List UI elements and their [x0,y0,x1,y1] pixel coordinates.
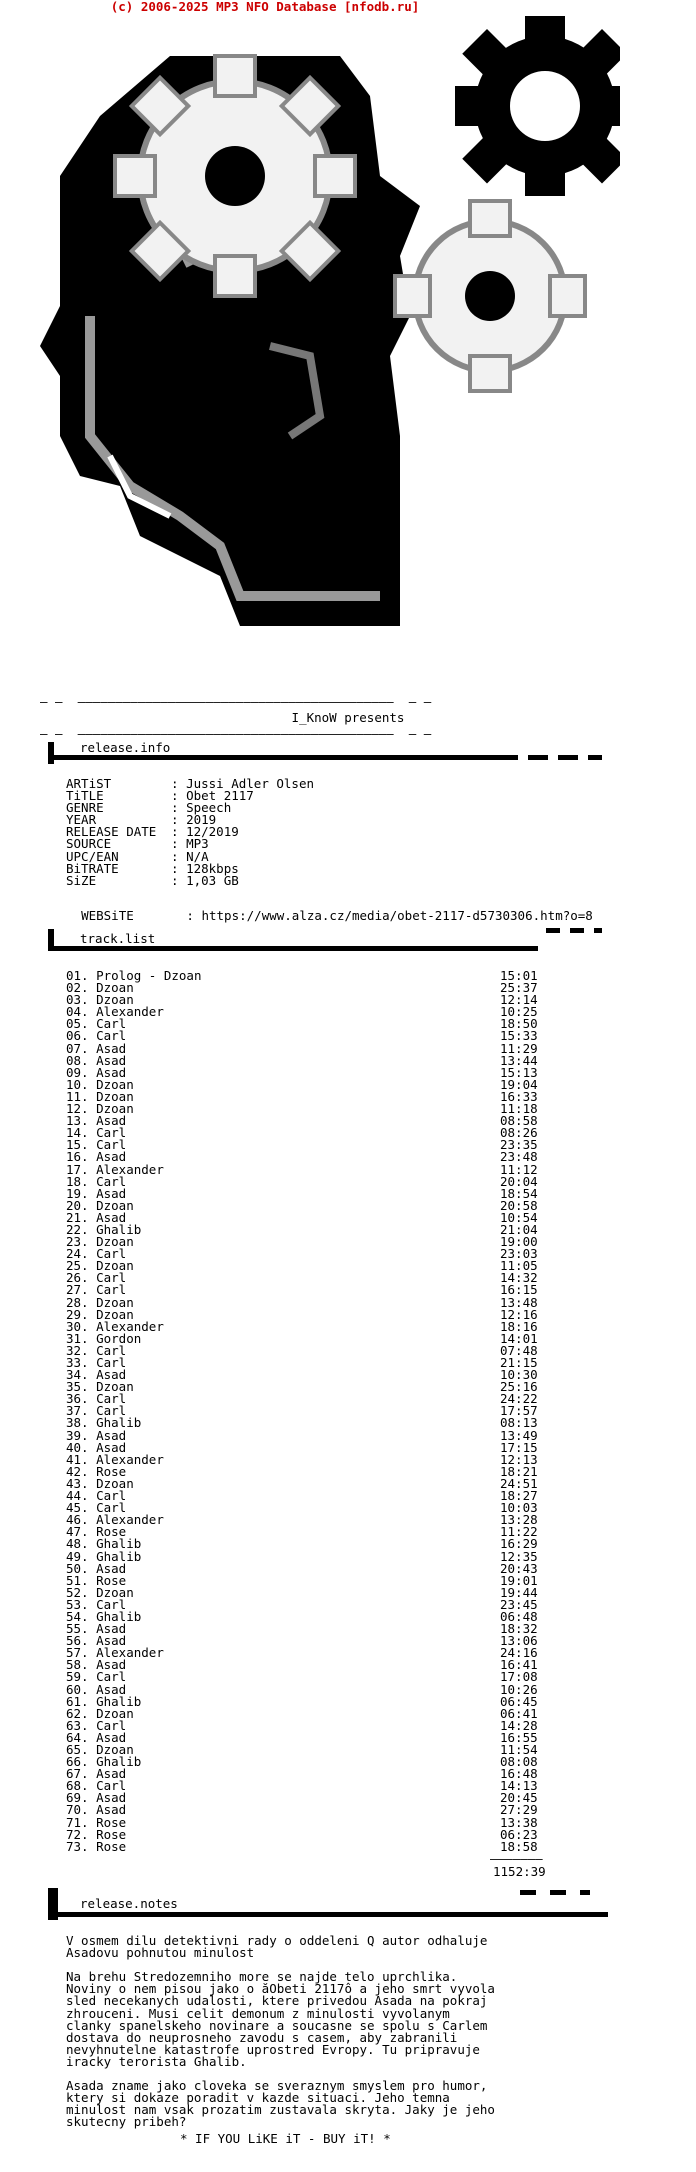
notes-line: skutecny pribeh? [66,2114,187,2130]
track-duration: 25:37 [500,980,538,996]
track-duration: 25:16 [500,1379,538,1395]
track-number: 63. [66,1717,89,1733]
section-marker [48,742,54,764]
track-duration: 13:06 [500,1633,538,1649]
track-number: 53. [66,1596,89,1612]
track-title: Carl [96,1488,127,1504]
track-duration: 08:26 [500,1125,538,1141]
section-bar [48,1912,608,1917]
middle-gear [395,201,585,391]
track-number: 41. [66,1451,89,1467]
track-number: 31. [66,1330,89,1346]
info-key: RELEASE DATE [66,824,157,840]
info-key: BiTRATE [66,860,119,876]
track-title: Asad [96,1766,127,1782]
track-title: Rose [96,1572,127,1588]
track-number: 37. [66,1403,89,1419]
presents-line: I_KnoW presents [291,710,405,725]
track-title: Asad [96,1657,127,1673]
track-number: 09. [66,1064,89,1080]
track-title: Asad [96,1427,127,1443]
track-title: Rose [96,1826,127,1842]
track-duration: 12:16 [500,1306,538,1322]
track-duration: 18:58 [500,1838,538,1854]
track-title: Dzoan [96,1101,134,1117]
website-sep: : [133,908,202,924]
track-title: Carl [96,1270,127,1286]
track-title: Dzoan [96,1197,134,1213]
track-number: 06. [66,1028,89,1044]
track-number: 02. [66,980,89,996]
track-title: Asad [96,1802,127,1818]
track-number: 23. [66,1234,89,1250]
track-duration: 20:45 [500,1790,538,1806]
track-title: Asad [96,1681,127,1697]
track-number: 36. [66,1391,89,1407]
track-number: 20. [66,1197,89,1213]
info-key: SOURCE [66,836,112,852]
track-title: Asad [96,1621,127,1637]
track-duration: 08:58 [500,1113,538,1129]
footer-slogan: * IF YOU LiKE iT - BUY iT! * [180,2131,391,2146]
info-key: UPC/EAN [66,848,119,864]
track-duration: 17:08 [500,1669,538,1685]
track-title: Dzoan [96,1258,134,1274]
track-number: 59. [66,1669,89,1685]
track-number: 14. [66,1125,89,1141]
track-duration: 13:44 [500,1052,538,1068]
notes-line: Asada zname jako cloveka se sveraznym smyslem pro humor, [66,2078,488,2094]
track-title: Asad [96,1064,127,1080]
info-sep: : [171,824,187,840]
track-number: 21. [66,1209,89,1225]
notes-line: minulost nam vsak prozatim zustavala skryta. Jaky je jeho [66,2102,495,2118]
track-title: Rose [96,1814,127,1830]
track-number: 57. [66,1645,89,1661]
info-value: 2019 [186,812,217,828]
info-sep: : [171,860,187,876]
site-header: (c) 2006-2025 MP3 NFO Database [nfodb.ru] [110,0,420,14]
track-duration: 13:38 [500,1814,538,1830]
track-duration: 18:32 [500,1621,538,1637]
track-duration: 20:43 [500,1560,538,1576]
track-number: 64. [66,1729,89,1745]
track-number: 16. [66,1149,89,1165]
info-value: 12/2019 [186,824,239,840]
track-number: 48. [66,1536,89,1552]
info-sep: : [171,812,187,828]
track-duration: 24:51 [500,1475,538,1491]
track-title: Carl [96,1778,127,1794]
track-number: 01. [66,968,89,983]
track-number: 72. [66,1826,89,1842]
track-number: 22. [66,1221,89,1237]
track-title: Alexander [96,1161,164,1177]
track-number: 68. [66,1778,89,1794]
info-key: GENRE [66,800,104,816]
track-title: Carl [96,1028,127,1044]
track-number: 28. [66,1294,89,1310]
track-duration: 20:58 [500,1197,538,1213]
track-number: 13. [66,1113,89,1129]
track-duration: 12:14 [500,992,538,1008]
website-key: WEBSiTE [81,908,134,924]
track-duration: 13:49 [500,1427,538,1443]
track-number: 32. [66,1342,89,1358]
notes-line: Noviny o nem pisou jako o ăObeti 2117ô a jeho smrt vyvola [66,1981,495,1997]
track-title: Asad [96,1729,127,1745]
section-bar [48,755,518,760]
track-number: 15. [66,1137,89,1153]
track-duration: 21:15 [500,1355,538,1370]
track-title: Ghalib [96,1415,142,1431]
section-title-track-list: track.list [80,931,156,946]
info-value: 1,03 GB [186,872,239,888]
track-duration: 14:32 [500,1270,538,1286]
track-title: Rose [96,1524,127,1540]
track-title: Ghalib [96,1221,142,1237]
track-duration: 18:27 [500,1488,538,1504]
track-duration: 15:33 [500,1028,538,1044]
track-number: 61. [66,1693,89,1709]
track-title: Asad [96,1367,127,1383]
notes-line: ktery si dokaze poradit v kazde situaci. Jeho temna [66,2090,450,2106]
track-number: 30. [66,1318,89,1334]
track-title: Alexander [96,1318,164,1334]
track-title: Asad [96,1633,127,1649]
track-duration: 23:03 [500,1246,538,1262]
track-duration: 15:01 [500,968,538,983]
info-sep: : [171,800,187,816]
track-title: Prolog - Dzoan [96,968,202,983]
track-duration: 16:33 [500,1088,538,1104]
info-key: TiTLE [66,788,104,804]
track-duration: 19:44 [500,1584,538,1600]
track-title: Carl [96,1016,127,1032]
track-number: 08. [66,1052,89,1068]
track-duration: 10:03 [500,1500,538,1516]
track-duration: 23:45 [500,1596,538,1612]
track-title: Dzoan [96,1088,134,1104]
total-separator: ——————— [490,1851,543,1866]
info-value: 128kbps [186,860,239,876]
track-duration: 23:48 [500,1149,538,1165]
info-key: SiZE [66,872,97,888]
track-number: 46. [66,1512,89,1528]
track-duration: 16:41 [500,1657,538,1673]
track-number: 54. [66,1608,89,1624]
track-title: Dzoan [96,1076,134,1092]
track-number: 34. [66,1367,89,1383]
track-duration: 19:04 [500,1076,538,1092]
track-title: Asad [96,1052,127,1068]
track-duration: 16:15 [500,1282,538,1298]
notes-line: clanky spanelskeho novinare a soucasne se spolu s Carlem [66,2017,488,2033]
track-title: Ghalib [96,1548,142,1564]
track-title: Carl [96,1355,127,1370]
track-duration: 12:13 [500,1451,538,1467]
info-sep: : [171,836,187,852]
track-duration: 18:16 [500,1318,538,1334]
track-duration: 18:21 [500,1463,538,1479]
track-number: 17. [66,1161,89,1177]
track-title: Dzoan [96,1234,134,1250]
track-number: 42. [66,1463,89,1479]
track-title: Ghalib [96,1754,142,1770]
track-duration: 18:54 [500,1185,538,1201]
track-number: 07. [66,1040,89,1056]
track-duration: 11:22 [500,1524,538,1540]
section-title-release-notes: release.notes [80,1896,178,1911]
track-number: 05. [66,1016,89,1032]
track-duration: 13:48 [500,1294,538,1310]
track-number: 33. [66,1355,89,1370]
track-duration: 11:54 [500,1742,538,1757]
track-number: 12. [66,1101,89,1117]
section-title-release-info: release.info [80,740,171,755]
track-title: Dzoan [96,1379,134,1395]
track-duration: 08:08 [500,1754,538,1770]
track-duration: 24:22 [500,1391,538,1407]
info-value: N/A [186,848,209,864]
track-title: Carl [96,1342,127,1358]
notes-line: Na brehu Stredozemniho more se najde telo uprchlika. [66,1969,458,1985]
track-number: 04. [66,1004,89,1020]
track-title: Dzoan [96,1742,134,1757]
track-title: Carl [96,1403,127,1419]
info-value: Obet 2117 [186,788,254,804]
track-title: Carl [96,1173,127,1189]
track-number: 69. [66,1790,89,1806]
info-value: Jussi Adler Olsen [186,776,314,791]
track-title: Alexander [96,1004,164,1020]
track-title: Carl [96,1137,127,1153]
track-number: 25. [66,1258,89,1274]
track-title: Asad [96,1439,127,1455]
track-duration: 10:54 [500,1209,538,1225]
track-title: Dzoan [96,1584,134,1600]
track-duration: 06:48 [500,1608,538,1624]
track-title: Asad [96,1790,127,1806]
track-number: 62. [66,1705,89,1721]
track-title: Alexander [96,1512,164,1528]
track-title: Dzoan [96,980,134,996]
track-title: Rose [96,1463,127,1479]
track-duration: 24:16 [500,1645,538,1661]
track-duration: 14:28 [500,1717,538,1733]
track-number: 65. [66,1742,89,1757]
release-notes-text [66,1935,495,2129]
notes-line: zhrouceni. Musi celit demonum z minulosti vyvolanym [66,2005,450,2021]
track-duration: 11:18 [500,1101,538,1117]
track-number: 43. [66,1475,89,1491]
info-sep: : [171,788,187,804]
section-bar [48,946,538,951]
track-number: 24. [66,1246,89,1262]
track-duration: 06:23 [500,1826,538,1842]
track-title: Asad [96,1113,127,1129]
track-title: Dzoan [96,992,134,1008]
track-title: Dzoan [96,1294,134,1310]
track-number: 35. [66,1379,89,1395]
track-number: 38. [66,1415,89,1431]
track-duration: 27:29 [500,1802,538,1818]
track-duration: 19:01 [500,1572,538,1588]
notes-line: nevyhnutelne katastrofe uprostred Evropy. Tu pripravuje [66,2041,480,2057]
track-number: 45. [66,1500,89,1516]
track-number: 39. [66,1427,89,1443]
track-title: Carl [96,1500,127,1516]
info-sep: : [171,776,187,791]
release-info-block [66,778,314,887]
track-number: 26. [66,1270,89,1286]
track-duration: 17:57 [500,1403,538,1419]
track-number: 44. [66,1488,89,1504]
track-number: 40. [66,1439,89,1455]
notes-line: dostava do neuprosneho zavodu s casem, aby zabranili [66,2029,458,2045]
info-sep: : [171,872,187,888]
track-duration: 06:45 [500,1693,538,1709]
track-title: Asad [96,1149,127,1165]
track-title: Gordon [96,1330,142,1346]
track-number: 11. [66,1088,89,1104]
track-number: 56. [66,1633,89,1649]
track-number: 52. [66,1584,89,1600]
track-duration: 11:12 [500,1161,538,1177]
track-number: 50. [66,1560,89,1576]
track-duration: 16:55 [500,1729,538,1745]
track-duration: 10:25 [500,1004,538,1020]
track-title: Alexander [96,1645,164,1661]
track-duration: 18:50 [500,1016,538,1032]
track-duration: 15:13 [500,1064,538,1080]
track-duration: 14:13 [500,1778,538,1794]
notes-line: Asadovu pohnutou minulost [66,1945,255,1961]
track-number: 55. [66,1621,89,1637]
track-duration: 06:41 [500,1705,538,1721]
track-duration: 13:28 [500,1512,538,1528]
track-title: Carl [96,1596,127,1612]
track-duration: 07:48 [500,1342,538,1358]
track-title: Asad [96,1040,127,1056]
track-duration: 11:05 [500,1258,538,1274]
track-title: Asad [96,1560,127,1576]
info-sep: : [171,848,187,864]
track-title: Ghalib [96,1693,142,1709]
track-title: Asad [96,1185,127,1201]
notes-line: iracky terorista Ghalib. [66,2053,247,2069]
track-title: Carl [96,1391,127,1407]
track-number: 71. [66,1814,89,1830]
track-duration: 08:13 [500,1415,538,1431]
large-gear [115,56,355,296]
track-title: Carl [96,1717,127,1733]
track-duration: 10:30 [500,1367,538,1383]
track-list [66,970,586,1853]
track-number: 47. [66,1524,89,1540]
track-title: Dzoan [96,1705,134,1721]
track-number: 67. [66,1766,89,1782]
track-number: 19. [66,1185,89,1201]
track-number: 60. [66,1681,89,1697]
track-title: Alexander [96,1451,164,1467]
info-value: MP3 [186,836,209,852]
track-duration: 11:29 [500,1040,538,1056]
separator-top: — — —————————————————————————————————————————— — — [40,694,432,709]
track-number: 51. [66,1572,89,1588]
separator-bottom: — — —————————————————————————————————————————— — — [40,726,432,741]
track-duration: 16:29 [500,1536,538,1552]
info-row [66,872,314,888]
track-title: Ghalib [96,1608,142,1624]
track-number: 49. [66,1548,89,1564]
top-right-gear [455,16,620,196]
track-title: Ghalib [96,1536,142,1552]
track-number: 18. [66,1173,89,1189]
track-duration: 16:48 [500,1766,538,1782]
website-row [66,898,593,922]
track-title: Rose [96,1838,127,1854]
track-number: 29. [66,1306,89,1322]
track-duration: 23:35 [500,1137,538,1153]
track-number: 73. [66,1838,89,1854]
track-title: Carl [96,1669,127,1685]
track-duration: 12:35 [500,1548,538,1564]
track-title: Dzoan [96,1475,134,1491]
info-key: YEAR [66,812,97,828]
track-title: Carl [96,1246,127,1262]
track-title: Dzoan [96,1306,134,1322]
track-title: Carl [96,1125,127,1141]
track-duration: 20:04 [500,1173,538,1189]
track-number: 66. [66,1754,89,1770]
track-number: 03. [66,992,89,1008]
info-key: ARTiST [66,776,112,791]
track-duration: 19:00 [500,1234,538,1250]
track-duration: 17:15 [500,1439,538,1455]
head-gears-art [20,16,620,666]
website-link[interactable]: https://www.alza.cz/media/obet-2117-d5730306.htm?o=8 [201,908,593,924]
track-duration: 14:01 [500,1330,538,1346]
track-number: 10. [66,1076,89,1092]
total-time: 1152:39 [493,1864,546,1879]
track-title: Carl [96,1282,127,1298]
track-duration: 10:26 [500,1681,538,1697]
track-duration: 21:04 [500,1221,538,1237]
notes-line: sled necekanych udalosti, ktere privedou Asada na pokraj [66,1993,488,2009]
track-number: 27. [66,1282,89,1298]
notes-line: V osmem dilu detektivni rady o oddeleni Q autor odhaluje [66,1933,488,1948]
track-title: Asad [96,1209,127,1225]
info-value: Speech [186,800,232,816]
track-number: 70. [66,1802,89,1818]
track-number: 58. [66,1657,89,1673]
